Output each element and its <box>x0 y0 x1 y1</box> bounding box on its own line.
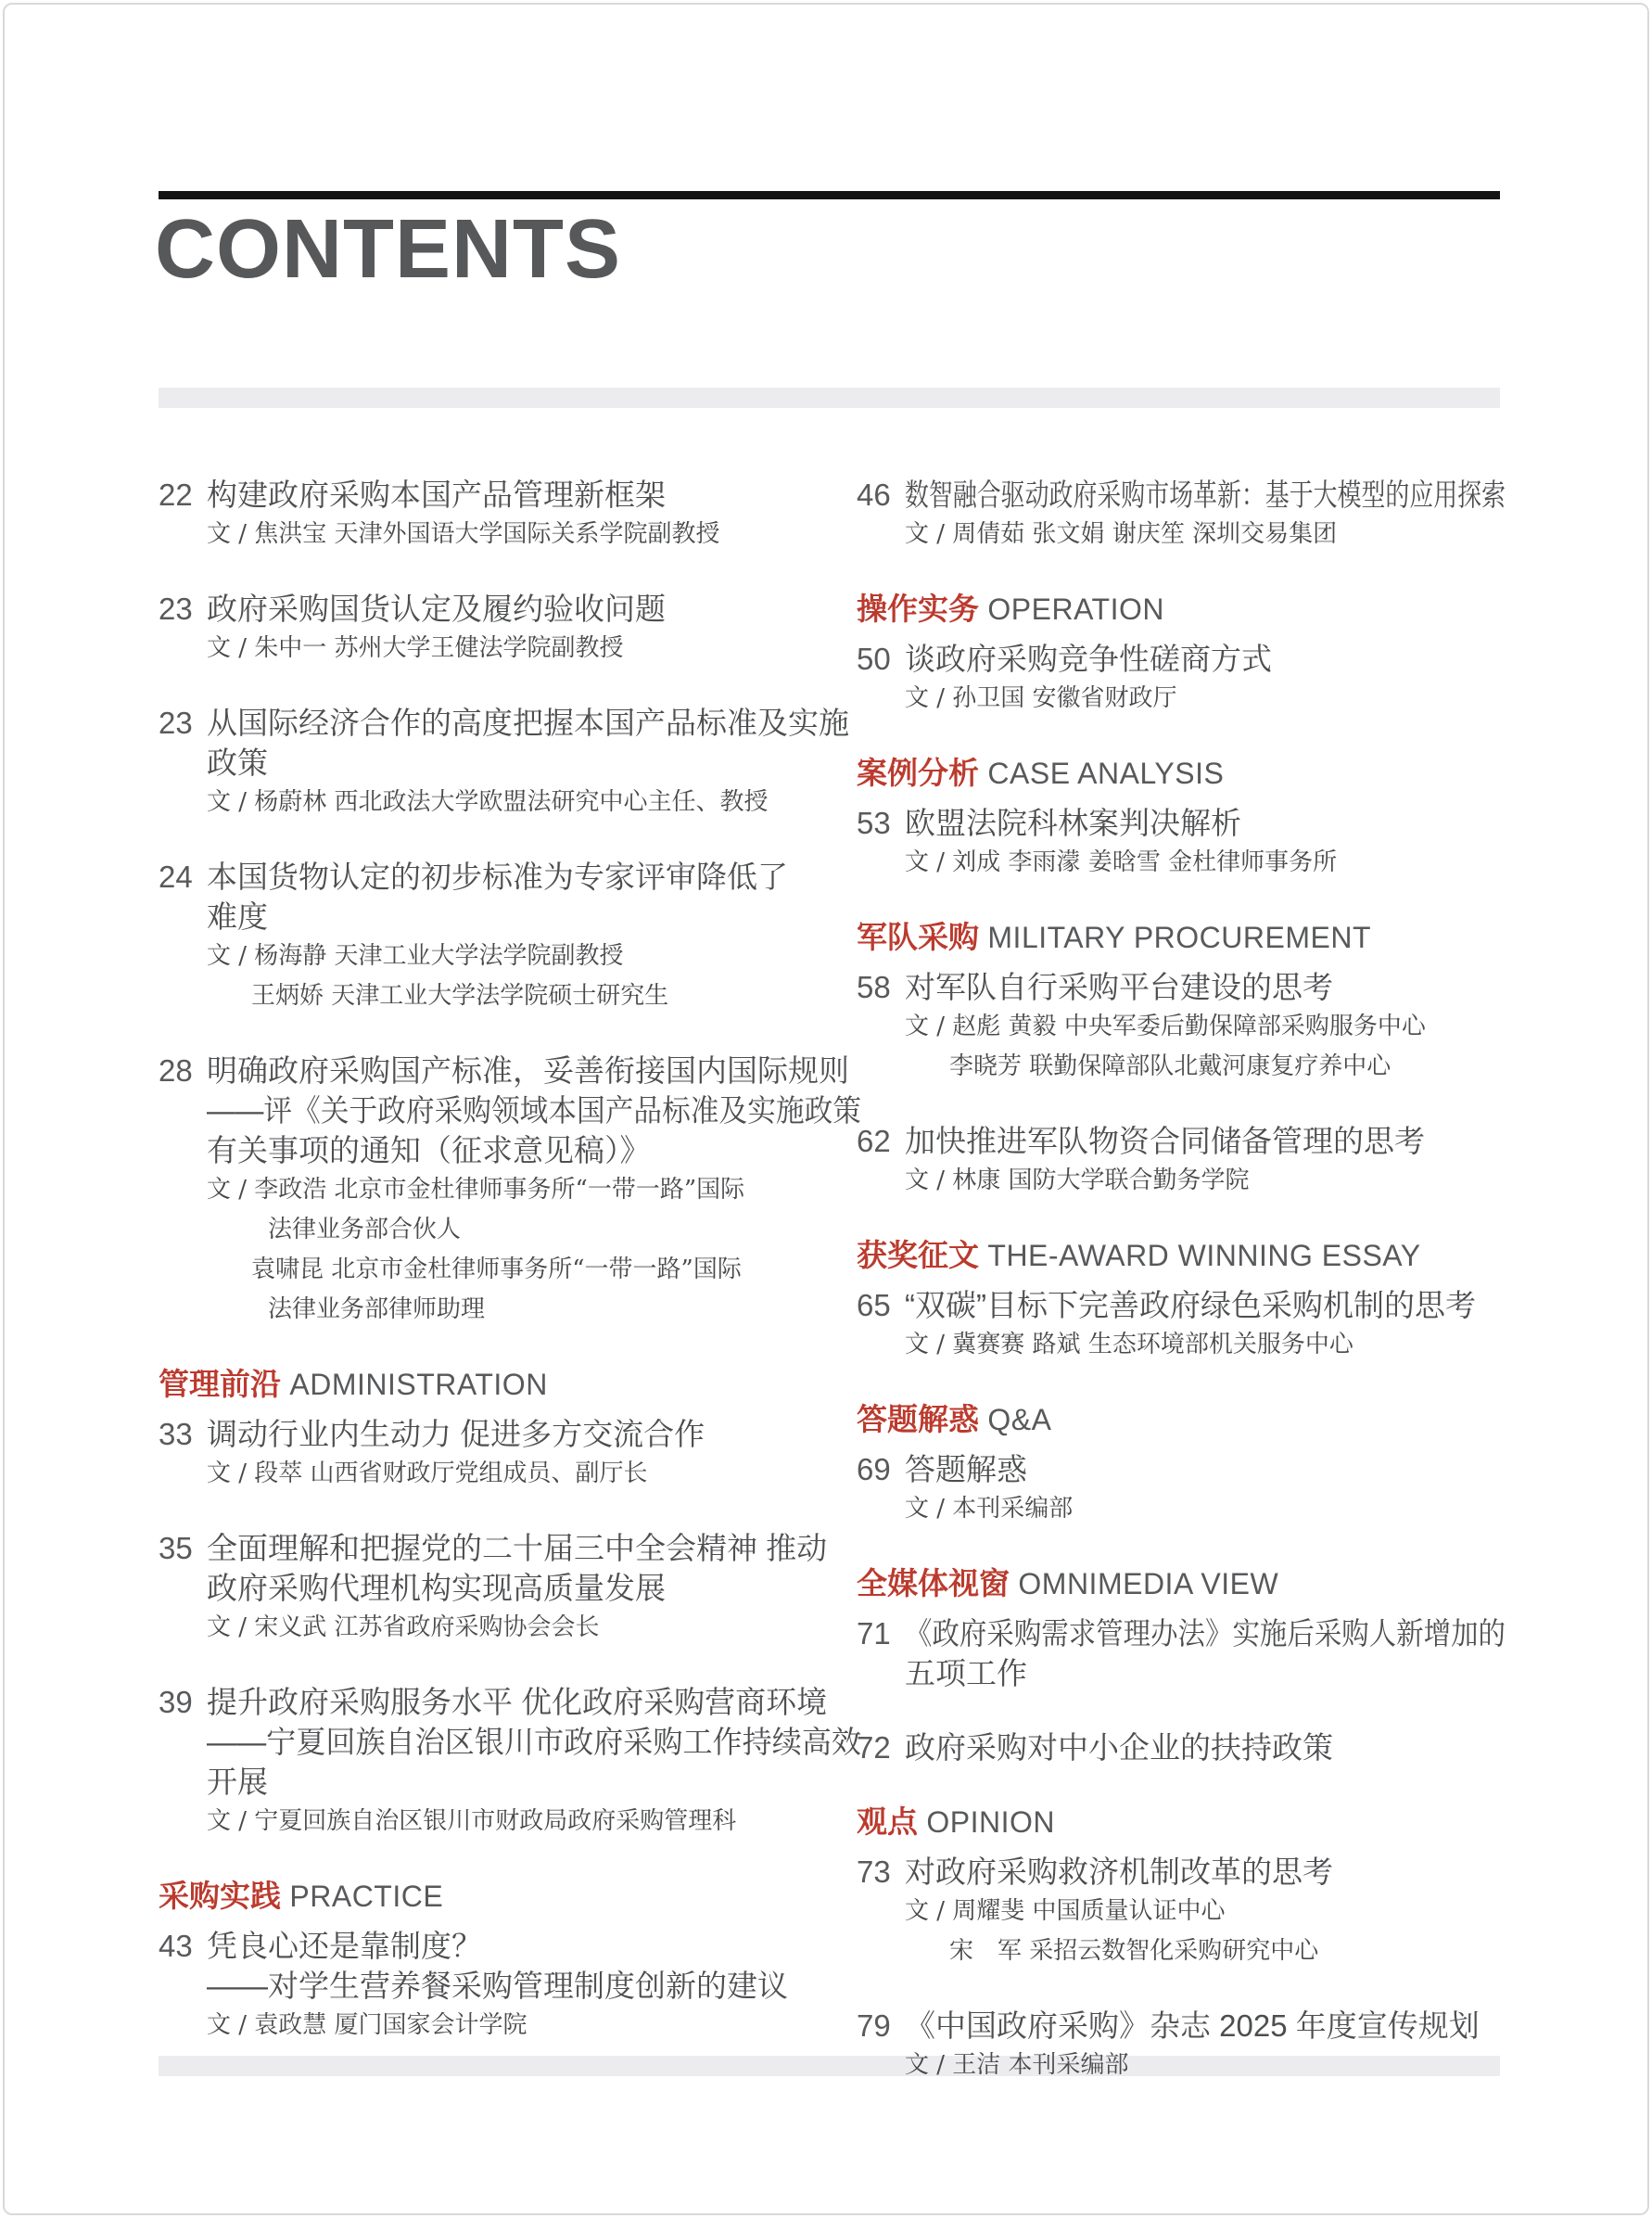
author-line: 文 / 杨蔚林 西北政法大学欧盟法研究中心主任、教授 <box>207 788 769 816</box>
author-line: 文 / 焦洪宝 天津外国语大学国际关系学院副教授 <box>207 520 720 548</box>
page-number: 22 <box>159 478 193 512</box>
entry-body <box>207 589 861 669</box>
article-title-line: 数智融合驱动政府采购市场革新：基于大模型的应用探索 <box>905 478 1506 512</box>
article-title-line: 五项工作 <box>905 1656 1027 1690</box>
page-number: 23 <box>159 706 193 740</box>
toc-entry <box>159 1528 861 1648</box>
article-title-line: 对军队自行采购平台建设的思考 <box>905 970 1333 1004</box>
entry-body <box>207 857 861 1016</box>
toc-entry <box>857 1285 1506 1365</box>
page-number: 35 <box>159 1531 193 1565</box>
article-title-line: 答题解惑 <box>905 1452 1027 1486</box>
section-heading <box>857 753 1506 799</box>
author-line: 文 / 刘成 李雨濛 姜晗雪 金杜律师事务所 <box>905 848 1338 876</box>
toc-entry <box>857 1852 1506 1971</box>
author-line: 文 / 周耀斐 中国质量认证中心 <box>905 1897 1226 1925</box>
toc-entry <box>159 857 861 1016</box>
author-line: 文 / 冀赛赛 路斌 生态环境部机关服务中心 <box>905 1331 1353 1358</box>
toc-column-right <box>857 475 1506 2120</box>
section-heading <box>857 917 1506 963</box>
section-heading <box>857 1235 1506 1281</box>
article-title-line: 政策 <box>207 746 268 780</box>
author-line: 袁啸昆 北京市金杜律师事务所“一带一路”国际 <box>251 1256 742 1283</box>
section-heading <box>159 1876 861 1922</box>
author-line: 文 / 朱中一 苏州大学王健法学院副教授 <box>207 634 624 662</box>
author-line: 文 / 林康 国防大学联合勤务学院 <box>905 1166 1250 1194</box>
section-title-cn: 答题解惑 <box>857 1402 979 1436</box>
section-title-cn: 获奖征文 <box>857 1238 979 1272</box>
author-line: 宋 军 采招云数智化采购研究中心 <box>949 1937 1319 1965</box>
entry-body <box>905 1613 1506 1693</box>
section-title-en: MILITARY PROCUREMENT <box>979 921 1371 954</box>
toc-entry <box>857 1727 1506 1767</box>
toc-entry <box>159 1682 861 1842</box>
author-line: 文 / 本刊采编部 <box>905 1495 1074 1523</box>
article-title-line: 政府采购代理机构实现高质量发展 <box>207 1571 666 1605</box>
author-line: 文 / 赵彪 黄毅 中央军委后勤保障部采购服务中心 <box>905 1013 1426 1040</box>
page-number: 28 <box>159 1053 193 1088</box>
entry-body <box>905 639 1506 719</box>
article-title-line: 对政府采购救济机制改革的思考 <box>905 1855 1333 1889</box>
section-heading <box>159 1364 861 1410</box>
author-line: 法律业务部合伙人 <box>268 1216 462 1243</box>
section-title-en: OPERATION <box>979 593 1164 626</box>
divider-band-top <box>159 388 1500 408</box>
toc-entry <box>857 1613 1506 1693</box>
page-title: CONTENTS <box>155 203 621 296</box>
section-heading <box>857 1399 1506 1446</box>
page-number: 71 <box>857 1616 891 1651</box>
article-title-line: 《政府采购需求管理办法》实施后采购人新增加的 <box>905 1616 1506 1651</box>
article-title-line: ——对学生营养餐采购管理制度创新的建议 <box>207 1969 788 2003</box>
section-title-en: CASE ANALYSIS <box>979 757 1225 790</box>
article-title-line: 有关事项的通知（征求意见稿）》 <box>207 1133 651 1167</box>
entry-body <box>207 1414 861 1494</box>
page-number: 65 <box>857 1288 891 1322</box>
article-title-line: ——宁夏回族自治区银川市政府采购工作持续高效 <box>207 1725 861 1759</box>
article-title-line: 政府采购对中小企业的扶持政策 <box>905 1730 1333 1765</box>
toc-entry <box>857 2006 1506 2085</box>
toc-entry <box>159 1926 861 2046</box>
author-line: 文 / 宋义武 江苏省政府采购协会会长 <box>207 1613 600 1641</box>
section-heading <box>857 1563 1506 1610</box>
toc-entry <box>857 1449 1506 1529</box>
entry-body <box>207 1051 861 1330</box>
author-line: 文 / 李政浩 北京市金杜律师事务所“一带一路”国际 <box>207 1176 745 1204</box>
section-title-en: OPINION <box>918 1805 1056 1839</box>
entry-body <box>207 1926 861 2046</box>
entry-body <box>905 967 1506 1087</box>
section-title-cn: 采购实践 <box>159 1879 281 1913</box>
section-title-cn: 操作实务 <box>857 592 979 626</box>
article-title-line: 凭良心还是靠制度？ <box>207 1929 482 1963</box>
article-title-line: 提升政府采购服务水平 优化政府采购营商环境 <box>207 1685 828 1719</box>
section-title-cn: 案例分析 <box>857 756 979 790</box>
entry-body <box>905 803 1506 883</box>
entry-body <box>905 475 1506 554</box>
article-title-line: 调动行业内生动力 促进多方交流合作 <box>207 1417 705 1451</box>
entry-body <box>207 703 861 822</box>
author-line: 文 / 孙卫国 安徽省财政厅 <box>905 684 1177 712</box>
article-title-line: 本国货物认定的初步标准为专家评审降低了 <box>207 860 788 894</box>
author-line: 文 / 袁政慧 厦门国家会计学院 <box>207 2011 527 2039</box>
article-title-line: 谈政府采购竞争性磋商方式 <box>905 642 1272 676</box>
toc-entry <box>857 475 1506 554</box>
toc-entry <box>857 967 1506 1087</box>
page-number: 62 <box>857 1124 891 1158</box>
section-title-cn: 全媒体视窗 <box>857 1566 1010 1600</box>
article-title-line: 政府采购国货认定及履约验收问题 <box>207 592 666 626</box>
article-title-line: 欧盟法院科林案判决解析 <box>905 806 1241 840</box>
author-line: 文 / 段萃 山西省财政厅党组成员、副厅长 <box>207 1460 648 1487</box>
author-line: 文 / 杨海静 天津工业大学法学院副教授 <box>207 942 624 970</box>
section-title-en: ADMINISTRATION <box>281 1368 548 1401</box>
entry-body <box>905 1285 1506 1365</box>
article-title-line: “双碳”目标下完善政府绿色采购机制的思考 <box>905 1288 1476 1322</box>
page-number: 58 <box>857 970 891 1004</box>
toc-entry <box>159 475 861 554</box>
article-title-line: ——评《关于政府采购领域本国产品标准及实施政策 <box>207 1093 861 1128</box>
article-title-line: 难度 <box>207 899 268 934</box>
section-title-en: THE-AWARD WINNING ESSAY <box>979 1239 1421 1272</box>
article-title-line: 构建政府采购本国产品管理新框架 <box>207 478 666 512</box>
article-title-line: 从国际经济合作的高度把握本国产品标准及实施 <box>207 706 849 740</box>
page-number: 50 <box>857 642 891 676</box>
page-number: 69 <box>857 1452 891 1486</box>
author-line: 王炳娇 天津工业大学法学院硕士研究生 <box>251 982 669 1010</box>
article-title-line: 全面理解和把握党的二十届三中全会精神 推动 <box>207 1531 828 1565</box>
section-title-en: OMNIMEDIA VIEW <box>1010 1567 1279 1600</box>
section-title-cn: 管理前沿 <box>159 1367 281 1401</box>
toc-column-left <box>159 475 861 2080</box>
article-title-line: 开展 <box>207 1765 268 1799</box>
entry-body <box>207 1682 861 1842</box>
toc-entry <box>857 1121 1506 1201</box>
entry-body <box>905 2006 1506 2085</box>
section-title-cn: 军队采购 <box>857 920 979 954</box>
page-number: 73 <box>857 1855 891 1889</box>
page-number: 33 <box>159 1417 193 1451</box>
section-heading <box>857 589 1506 635</box>
toc-entry <box>857 639 1506 719</box>
section-title-en: PRACTICE <box>281 1880 444 1913</box>
author-line: 文 / 王洁 本刊采编部 <box>905 2051 1129 2079</box>
section-title-en: Q&A <box>979 1403 1052 1436</box>
entry-body <box>905 1449 1506 1529</box>
toc-entry <box>159 589 861 669</box>
article-title-line: 加快推进军队物资合同储备管理的思考 <box>905 1124 1425 1158</box>
entry-body <box>905 1121 1506 1201</box>
page-number: 23 <box>159 592 193 626</box>
author-line: 法律业务部律师助理 <box>268 1295 486 1323</box>
section-heading <box>857 1802 1506 1848</box>
article-title-line: 明确政府采购国产标准，妥善衔接国内国际规则 <box>207 1053 849 1088</box>
toc-entry <box>857 803 1506 883</box>
page-number: 39 <box>159 1685 193 1719</box>
author-line: 李晓芳 联勤保障部队北戴河康复疗养中心 <box>949 1052 1391 1080</box>
page-number: 43 <box>159 1929 193 1963</box>
page-number: 46 <box>857 478 891 512</box>
author-line: 文 / 宁夏回族自治区银川市财政局政府采购管理科 <box>207 1807 737 1835</box>
entry-body <box>905 1852 1506 1971</box>
entry-body <box>207 475 861 554</box>
entry-body <box>905 1727 1506 1767</box>
toc-entry <box>159 703 861 822</box>
page-number: 79 <box>857 2008 891 2043</box>
section-title-cn: 观点 <box>857 1804 918 1839</box>
page-number: 72 <box>857 1730 891 1765</box>
page-number: 24 <box>159 860 193 894</box>
page-number: 53 <box>857 806 891 840</box>
article-title-line: 《中国政府采购》杂志 2025 年度宣传规划 <box>905 2008 1480 2043</box>
toc-entry <box>159 1414 861 1494</box>
toc-entry <box>159 1051 861 1330</box>
entry-body <box>207 1528 861 1648</box>
author-line: 文 / 周倩茹 张文娟 谢庆笙 深圳交易集团 <box>905 520 1338 548</box>
header-rule <box>159 191 1500 199</box>
